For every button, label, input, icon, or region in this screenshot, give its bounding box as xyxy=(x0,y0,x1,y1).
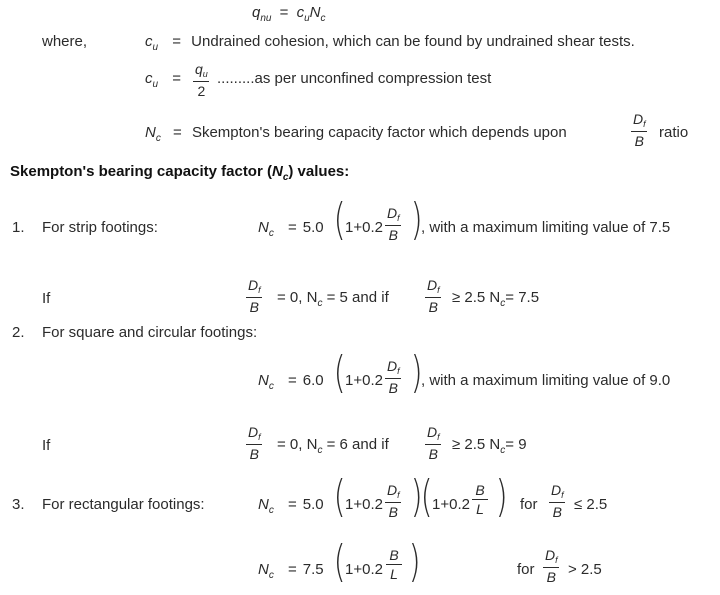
item-2-if: If xyxy=(42,437,51,454)
item-3-b-l-fraction: $\frac{B}{L}$ xyxy=(472,483,488,516)
df-over-b-fraction: $\frac{D_f}{B}$ xyxy=(633,111,646,149)
open-paren: ( xyxy=(333,536,346,587)
item-3-cond-1: ≤ 2.5 xyxy=(574,496,608,513)
item-1-inner: 1+0.2 xyxy=(345,219,383,236)
item-3-for-1: for xyxy=(520,496,538,513)
item-2-if-end: ≥ 2.5 $N_c= 9$ xyxy=(452,436,527,456)
item-2-inner: 1+0.2 xyxy=(345,372,383,389)
item-3-nc-2: $N_c = 7.5$ xyxy=(258,561,324,581)
item-3-cond-fraction-1: $\frac{D_f}{B}$ xyxy=(551,482,564,520)
qnu-equation: $q_{nu} = c_uN_c$ xyxy=(252,4,326,24)
item-1-if-mid: = 0, $N_c = 5$ and if xyxy=(277,289,389,309)
item-3-b-l-fraction-2: $\frac{B}{L}$ xyxy=(386,548,402,581)
open-paren: ( xyxy=(333,194,346,245)
close-paren: ) xyxy=(410,347,423,398)
item-2-if-fraction: $\frac{D_f}{B}$ xyxy=(248,424,261,462)
item-2-tail: , with a maximum limiting value of 9.0 xyxy=(421,372,671,389)
cu-definition: $c_u$ = Undrained cohesion, which can be found by undrained shear tests. xyxy=(145,33,635,53)
section-heading: Skempton's bearing capacity factor $(N_c)$ values: xyxy=(10,163,350,183)
item-1-if-end: ≥ 2.5 $N_c= 7.5$ xyxy=(452,289,540,309)
ratio-label: ratio xyxy=(659,124,689,141)
cu-formula-note: .........as per unconfined compression test xyxy=(217,70,492,87)
qu-over-2-fraction: $\frac{q_u}{2}$ xyxy=(195,61,208,99)
item-2-if-fraction-2: $\frac{D_f}{B}$ xyxy=(427,424,440,462)
item-1-if-fraction-2: $\frac{D_f}{B}$ xyxy=(427,277,440,315)
item-3-cond-2: > 2.5 xyxy=(568,561,602,578)
item-1-tail: , with a maximum limiting value of 7.5 xyxy=(421,219,671,236)
item-3-inner-1: 1+0.2 xyxy=(345,496,383,513)
item-1-number: 1. xyxy=(12,219,25,236)
item-3-cond-fraction-2: $\frac{D_f}{B}$ xyxy=(545,547,558,585)
item-3-for-2: for xyxy=(517,561,535,578)
close-paren: ) xyxy=(408,536,421,587)
item-3-inner-2: 1+0.2 xyxy=(432,496,470,513)
open-paren: ( xyxy=(420,471,433,522)
item-1-label: For strip footings: xyxy=(42,219,158,236)
item-1-if-fraction: $\frac{D_f}{B}$ xyxy=(248,277,261,315)
open-paren: ( xyxy=(333,471,346,522)
item-1-df-b-fraction: $\frac{D_f}{B}$ xyxy=(387,205,400,243)
item-2-label: For square and circular footings: xyxy=(42,324,258,341)
item-2-if-mid: = 0, $N_c = 6$ and if xyxy=(277,436,389,456)
item-3-df-b-fraction: $\frac{D_f}{B}$ xyxy=(387,482,400,520)
item-3-nc-1: $N_c = 5.0$ xyxy=(258,496,324,516)
item-1-if: If xyxy=(42,290,51,307)
close-paren: ) xyxy=(410,471,423,522)
close-paren: ) xyxy=(410,194,423,245)
open-paren: ( xyxy=(333,347,346,398)
item-1-nc: $N_c = 5.0$ xyxy=(258,219,324,239)
item-3-inner-3: 1+0.2 xyxy=(345,561,383,578)
item-2-number: 2. xyxy=(12,324,25,341)
item-3-number: 3. xyxy=(12,496,25,513)
item-2-nc: $N_c = 6.0$ xyxy=(258,372,324,392)
where-label: where, xyxy=(42,33,88,50)
cu-formula-lhs: $c_u$ = xyxy=(145,70,181,90)
close-paren: ) xyxy=(495,471,508,522)
nc-definition: $N_c$ = Skempton's bearing capacity factor which depends upon xyxy=(145,124,567,144)
item-3-label: For rectangular footings: xyxy=(42,496,205,513)
item-2-df-b-fraction: $\frac{D_f}{B}$ xyxy=(387,358,400,396)
